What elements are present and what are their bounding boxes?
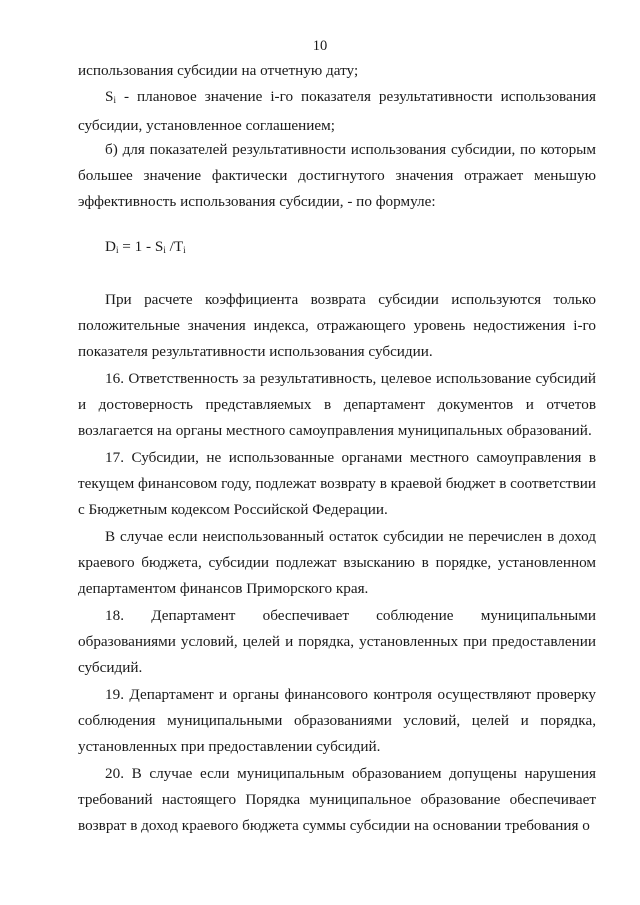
paragraph-19: 19. Департамент и органы финансового контроля осуществляют проверку соблюдения муниципальными образованиями условий, целей и порядка, установленных при предоставлении субсидий.: [78, 686, 596, 756]
paragraph-coefficient: При расчете коэффициента возврата субсидии используются только положительные значения индекса, отражающего уровень недостижения i-го показателя результативности использования субсидии.: [78, 291, 596, 361]
si-definition-text: - плановое значение i-го показателя результативности использования субсидии, установленное соглашением;: [78, 88, 596, 135]
paragraph-18: 18. Департамент обеспечивает соблюдение муниципальными образованиями условий, целей и порядка, установленных при предоставлении субсидий.: [78, 607, 596, 677]
formula-t-sub: i: [183, 245, 186, 255]
formula: [105, 238, 186, 256]
formula-mid: = 1 - S: [118, 238, 164, 255]
paragraph-16: 16. Ответственность за результативность, целевое использование субсидий и достоверность представляемых в департамент документов и отчетов возлагается на органы местного самоуправления муниципальных образований.: [78, 370, 596, 440]
si-subscript: i: [113, 95, 116, 105]
paragraph-unspent-balance: В случае если неиспользованный остаток субсидии не перечислен в доход краевого бюджета, субсидии подлежат взысканию в порядке, установленном департаментом финансов Приморского края.: [78, 528, 596, 598]
paragraph-17: 17. Субсидии, не использованные органами местного самоуправления в текущем финансовом году, подлежат возврату в краевой бюджет в соответствии с Бюджетным кодексом Российской Федерации.: [78, 449, 596, 519]
formula-t: /T: [165, 238, 184, 255]
page-number: 10: [312, 38, 328, 54]
paragraph-continuation: использования субсидии на отчетную дату;: [78, 62, 359, 79]
si-variable: S: [105, 88, 114, 105]
formula-d-sub: i: [115, 245, 119, 255]
paragraph-20: 20. В случае если муниципальным образованием допущены нарушения требований настоящего Порядка муниципальное образование обеспечивает возврат в доход краевого бюджета суммы субсидии на основании требования о: [78, 765, 596, 835]
paragraph-b: б) для показателей результативности использования субсидии, по которым большее значение фактически достигнутого значения отражает меньшую эффективность использования субсидии, - по формуле:: [78, 141, 596, 211]
formula-d: D: [105, 238, 116, 255]
formula-s-sub: i: [163, 245, 166, 255]
paragraph-si-definition: [78, 84, 596, 139]
